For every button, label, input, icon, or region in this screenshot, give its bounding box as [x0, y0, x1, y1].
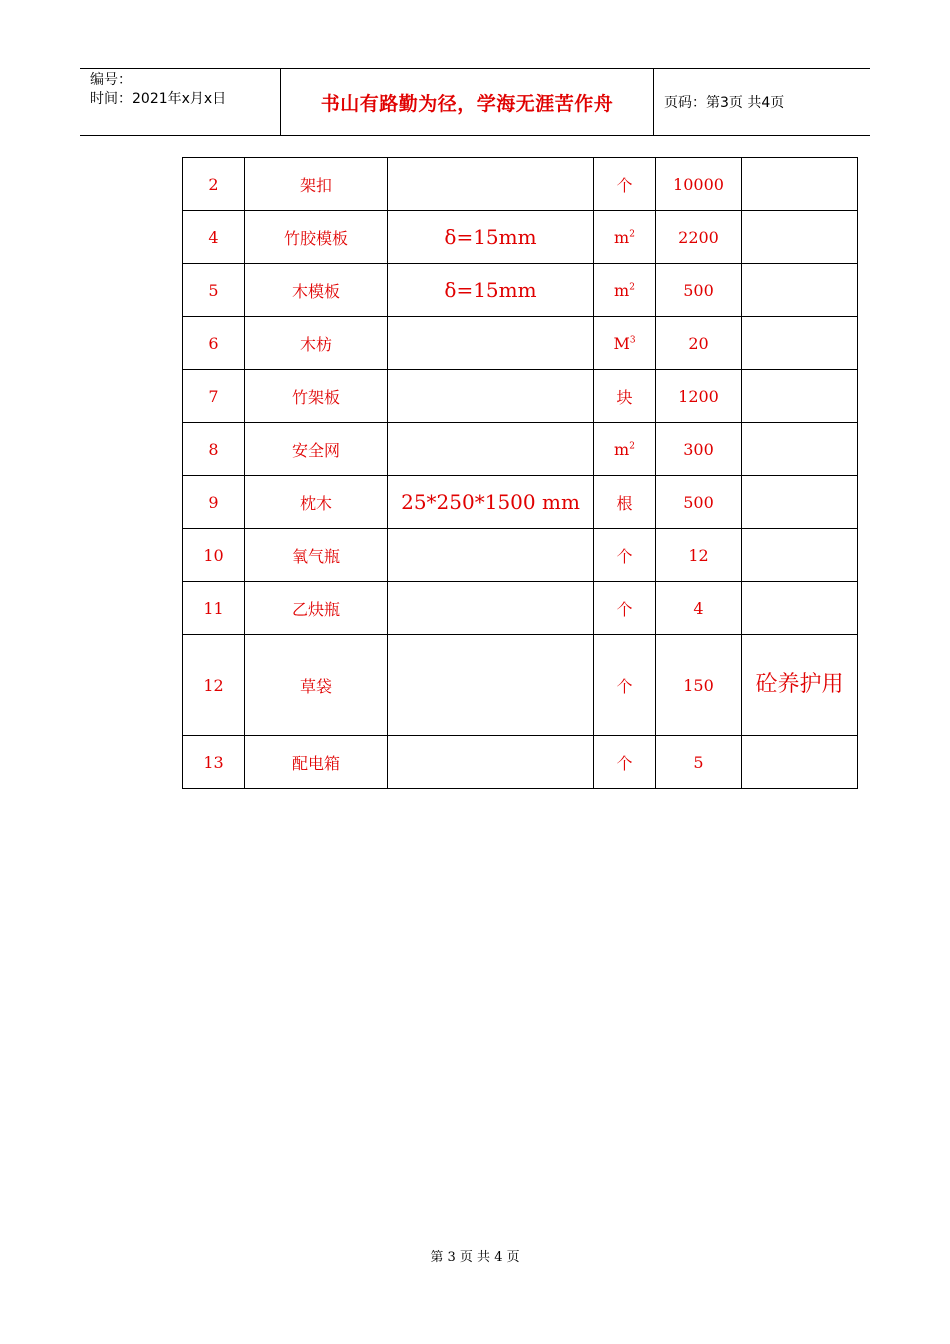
unit-superscript: 3: [629, 335, 636, 346]
unit-superscript: 2: [629, 229, 635, 240]
item-note-cell: [742, 529, 858, 582]
item-quantity-cell: 10000: [656, 158, 742, 211]
item-unit-cell: [594, 158, 656, 211]
item-spec-cell: δ=15mm: [388, 211, 594, 264]
unit-text: m: [614, 227, 630, 247]
materials-table: [182, 157, 858, 789]
serial-label: 编号：: [90, 72, 132, 88]
item-spec-cell: δ=15mm: [388, 264, 594, 317]
header-motto: 书山有路勤为径，学海无涯苦作舟: [281, 69, 654, 135]
header-info-cell: [80, 69, 281, 135]
item-spec-cell: [388, 317, 594, 370]
item-unit-cell: [594, 211, 656, 264]
item-number-cell: 5: [183, 264, 245, 317]
item-name-cell: 枕木: [245, 476, 388, 529]
item-note-cell: [742, 158, 858, 211]
table-row: [183, 582, 858, 635]
item-spec-cell: [388, 529, 594, 582]
item-number-cell: 10: [183, 529, 245, 582]
table-row: [183, 264, 858, 317]
item-number-cell: 11: [183, 582, 245, 635]
table-row: [183, 476, 858, 529]
item-spec-cell: [388, 635, 594, 736]
item-note-cell: [742, 736, 858, 789]
unit-text: m: [614, 439, 630, 459]
item-note-cell: [742, 635, 858, 736]
item-note-cell: [742, 582, 858, 635]
item-number-cell: 13: [183, 736, 245, 789]
item-spec-cell: 25*250*1500 mm: [388, 476, 594, 529]
item-quantity-cell: 5: [656, 736, 742, 789]
item-name-cell: 乙炔瓶: [245, 582, 388, 635]
item-quantity-cell: 12: [656, 529, 742, 582]
item-name-cell: 竹架板: [245, 370, 388, 423]
item-name-cell: 安全网: [245, 423, 388, 476]
item-name-cell: 氧气瓶: [245, 529, 388, 582]
unit-text: 块: [616, 387, 633, 407]
item-number-cell: 6: [183, 317, 245, 370]
table-row: [183, 370, 858, 423]
item-number-cell: 4: [183, 211, 245, 264]
item-note-cell: [742, 476, 858, 529]
item-unit-cell: [594, 423, 656, 476]
item-name-cell: 配电箱: [245, 736, 388, 789]
item-quantity-cell: 2200: [656, 211, 742, 264]
item-spec-cell: [388, 370, 594, 423]
table-row: [183, 158, 858, 211]
item-spec-cell: [388, 158, 594, 211]
table-row: [183, 736, 858, 789]
item-number-cell: 9: [183, 476, 245, 529]
item-unit-cell: [594, 736, 656, 789]
item-number-cell: 2: [183, 158, 245, 211]
unit-text: 个: [616, 753, 633, 773]
item-quantity-cell: 20: [656, 317, 742, 370]
table-row: [183, 211, 858, 264]
item-note-cell: [742, 211, 858, 264]
item-spec-cell: [388, 736, 594, 789]
unit-text: M: [613, 333, 630, 353]
item-note-cell: [742, 423, 858, 476]
unit-text: 根: [616, 493, 633, 513]
item-name-cell: 竹胶模板: [245, 211, 388, 264]
unit-superscript: 2: [629, 282, 635, 293]
item-name-cell: 架扣: [245, 158, 388, 211]
item-quantity-cell: 500: [656, 264, 742, 317]
item-quantity-cell: 150: [656, 635, 742, 736]
item-name-cell: 木模板: [245, 264, 388, 317]
item-quantity-cell: 500: [656, 476, 742, 529]
table-row: [183, 317, 858, 370]
item-quantity-cell: 300: [656, 423, 742, 476]
unit-text: m: [614, 280, 630, 300]
item-unit-cell: [594, 370, 656, 423]
item-spec-cell: [388, 582, 594, 635]
item-unit-cell: [594, 529, 656, 582]
time-label: 时间：2021年x月x日: [90, 91, 227, 107]
header-page-label: 页码：第3页 共4页: [664, 95, 785, 111]
unit-text: 个: [616, 546, 633, 566]
unit-text: 个: [616, 175, 633, 195]
unit-superscript: 2: [629, 441, 635, 452]
item-name-cell: 木枋: [245, 317, 388, 370]
item-unit-cell: [594, 317, 656, 370]
item-unit-cell: [594, 476, 656, 529]
item-unit-cell: [594, 582, 656, 635]
table-row: [183, 635, 858, 736]
item-note-cell: [742, 317, 858, 370]
item-unit-cell: [594, 635, 656, 736]
item-spec-cell: [388, 423, 594, 476]
item-name-cell: 草袋: [245, 635, 388, 736]
item-number-cell: 8: [183, 423, 245, 476]
item-number-cell: 12: [183, 635, 245, 736]
item-quantity-cell: 1200: [656, 370, 742, 423]
page-header: [80, 68, 870, 136]
note-text: 砼养护用: [755, 672, 844, 697]
item-quantity-cell: 4: [656, 582, 742, 635]
unit-text: 个: [616, 676, 633, 696]
table-row: [183, 423, 858, 476]
item-note-cell: [742, 370, 858, 423]
item-unit-cell: [594, 264, 656, 317]
page-footer: 第 3 页 共 4 页: [430, 1250, 520, 1265]
table-row: [183, 529, 858, 582]
item-note-cell: [742, 264, 858, 317]
item-number-cell: 7: [183, 370, 245, 423]
unit-text: 个: [616, 599, 633, 619]
